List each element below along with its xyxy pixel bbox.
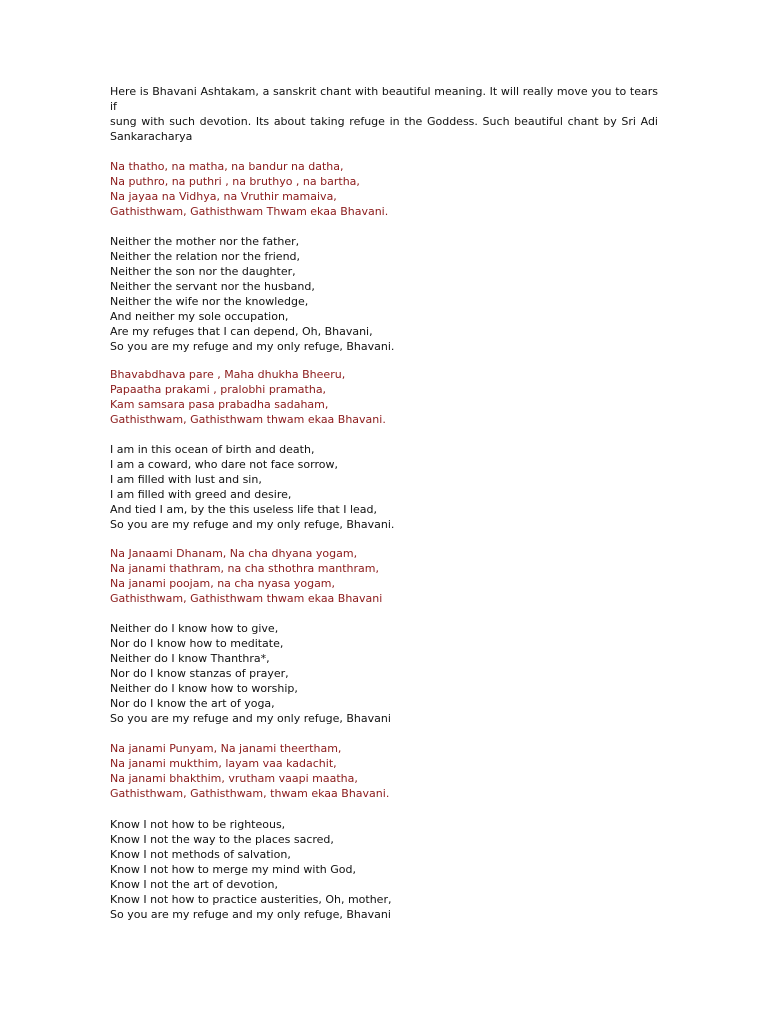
verse-line: Bhavabdhava pare , Maha dhukha Bheeru, xyxy=(110,368,346,381)
verse-line: Nor do I know how to meditate, xyxy=(110,637,284,650)
verse-line: Na janami mukthim, layam vaa kadachit, xyxy=(110,757,337,770)
verse-line: And neither my sole occupation, xyxy=(110,310,289,323)
intro-line: sung with such devotion. Its about taking refuge in the Goddess. Such beautiful chant by Sri Adi xyxy=(110,115,658,128)
verse-line: Neither the relation nor the friend, xyxy=(110,250,301,263)
verse-line: Gathisthwam, Gathisthwam Thwam ekaa Bhavani. xyxy=(110,205,389,218)
verse-line: Are my refuges that I can depend, Oh, Bhavani, xyxy=(110,325,373,338)
english-stanza-1 xyxy=(110,234,658,354)
intro-line: Sankaracharya xyxy=(110,130,193,143)
verse-line: Gathisthwam, Gathisthwam thwam ekaa Bhavani xyxy=(110,592,383,605)
sanskrit-stanza-4 xyxy=(110,741,658,801)
verse-line: Na janami thathram, na cha sthothra manthram, xyxy=(110,562,379,575)
verse-line: Gathisthwam, Gathisthwam, thwam ekaa Bhavani. xyxy=(110,787,390,800)
verse-line: I am in this ocean of birth and death, xyxy=(110,443,315,456)
verse-line: Neither do I know how to worship, xyxy=(110,682,298,695)
sanskrit-stanza-1 xyxy=(110,159,658,219)
verse-line: Neither the son nor the daughter, xyxy=(110,265,296,278)
verse-line: Neither the servant nor the husband, xyxy=(110,280,315,293)
sanskrit-stanza-3 xyxy=(110,546,658,606)
verse-line: Neither do I know how to give, xyxy=(110,622,279,635)
verse-line: So you are my refuge and my only refuge, Bhavani xyxy=(110,712,391,725)
english-stanza-2 xyxy=(110,442,658,532)
verse-line: Kam samsara pasa prabadha sadaham, xyxy=(110,398,329,411)
verse-line: And tied I am, by the this useless life that I lead, xyxy=(110,503,378,516)
verse-line: I am filled with lust and sin, xyxy=(110,473,262,486)
verse-line: So you are my refuge and my only refuge, Bhavani. xyxy=(110,340,395,353)
verse-line: Neither do I know Thanthra*, xyxy=(110,652,270,665)
verse-line: Know I not how to practice austerities, Oh, mother, xyxy=(110,893,392,906)
verse-line: Nor do I know stanzas of prayer, xyxy=(110,667,289,680)
intro-line: Here is Bhavani Ashtakam, a sanskrit chant with beautiful meaning. It will really move you to tears if xyxy=(110,85,658,113)
verse-line: Na janami Punyam, Na janami theertham, xyxy=(110,742,342,755)
verse-line: Papaatha prakami , pralobhi pramatha, xyxy=(110,383,327,396)
verse-line: Na puthro, na puthri , na bruthyo , na bartha, xyxy=(110,175,360,188)
english-stanza-3 xyxy=(110,621,658,726)
verse-line: Na janami poojam, na cha nyasa yogam, xyxy=(110,577,336,590)
english-stanza-4 xyxy=(110,817,658,922)
verse-line: So you are my refuge and my only refuge, Bhavani xyxy=(110,908,391,921)
verse-line: Neither the wife nor the knowledge, xyxy=(110,295,309,308)
verse-line: Na jayaa na Vidhya, na Vruthir mamaiva, xyxy=(110,190,337,203)
verse-line: I am filled with greed and desire, xyxy=(110,488,292,501)
verse-line: Nor do I know the art of yoga, xyxy=(110,697,275,710)
verse-line: Know I not methods of salvation, xyxy=(110,848,291,861)
verse-line: Neither the mother nor the father, xyxy=(110,235,300,248)
verse-line: Na janami bhakthim, vrutham vaapi maatha, xyxy=(110,772,358,785)
verse-line: Gathisthwam, Gathisthwam thwam ekaa Bhavani. xyxy=(110,413,386,426)
verse-line: Na Janaami Dhanam, Na cha dhyana yogam, xyxy=(110,547,358,560)
verse-line: Know I not how to merge my mind with God, xyxy=(110,863,356,876)
sanskrit-stanza-2 xyxy=(110,367,658,427)
verse-line: I am a coward, who dare not face sorrow, xyxy=(110,458,338,471)
verse-line: Know I not the way to the places sacred, xyxy=(110,833,334,846)
verse-line: Na thatho, na matha, na bandur na datha, xyxy=(110,160,344,173)
intro-paragraph xyxy=(110,84,658,144)
verse-line: Know I not the art of devotion, xyxy=(110,878,278,891)
verse-line: So you are my refuge and my only refuge, Bhavani. xyxy=(110,518,395,531)
verse-line: Know I not how to be righteous, xyxy=(110,818,286,831)
